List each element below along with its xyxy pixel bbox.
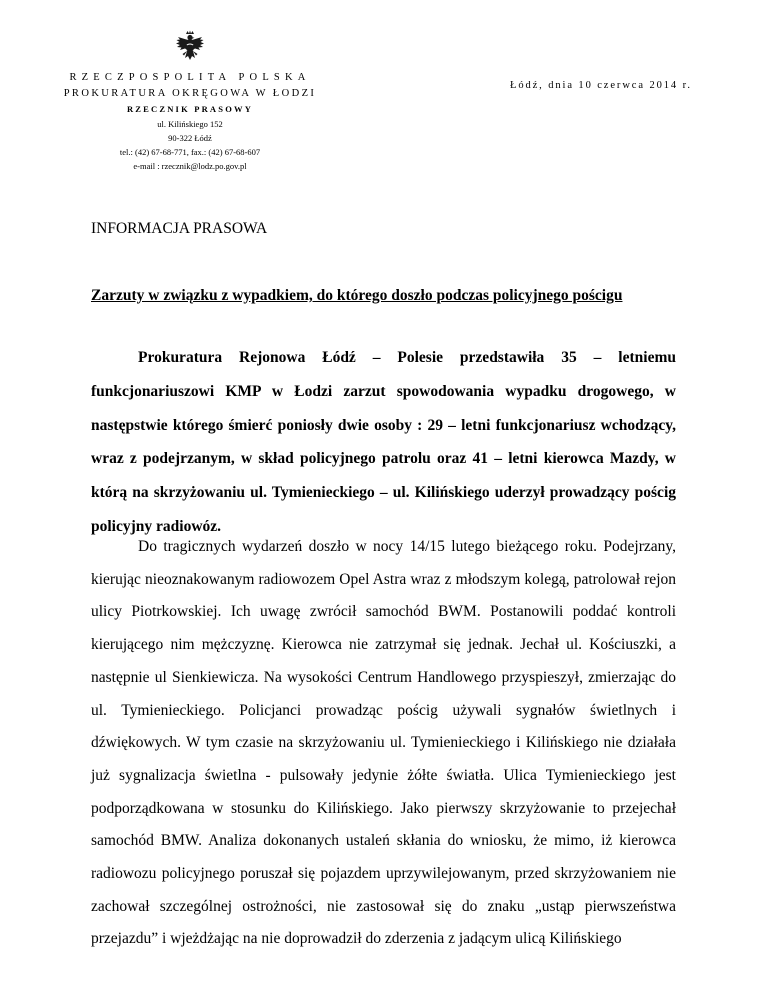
press-release-headline: Zarzuty w związku z wypadkiem, do którego doszło podczas policyjnego pościgu — [91, 287, 623, 304]
document-type-heading: INFORMACJA PRASOWA — [91, 220, 268, 237]
letterhead-phone-fax: tel.: (42) 67-68-771, fax.: (42) 67-68-607 — [119, 147, 261, 157]
letterhead-street: ul. Kilińskiego 152 — [157, 119, 223, 129]
letterhead-city: 90-322 Łódź — [168, 133, 212, 143]
letterhead — [40, 30, 340, 173]
body-paragraph: Do tragicznych wydarzeń doszło w nocy 14/15 lutego bieżącego roku. Podejrzany, kierując nieoznakowanym radiowozem Opel Astra wraz z młodszym kolegą, patrolował rejon ulicy Piotrkowskiej. Ich uwagę zwrócił samochód BWM. Postanowili poddać kontroli kierującego nim mężczyznę. Kierowca nie zatrzymał się jednak. Jechał ul. Kościuszki, a następnie ul Sienkiewicza. Na wysokości Centrum Handlowego przyspieszył, zmierzając do ul. Tymienieckiego. Policjanci prowadząc pościg używali sygnałów świetlnych i dźwiękowych. W tym czasie na skrzyżowaniu ul. Tymienieckiego i Kilińskiego nie działała już sygnalizacja świetlna - pulsowały jedynie żółte światła. Ulica Tymienieckiego jest podporządkowana w stosunku do Kilińskiego. Jako pierwszy skrzyżowanie to przejechał samochód BMW. Analiza dokonanych ustaleń skłania do wniosku, że mimo, iż kierowca radiowozu policyjnego poruszał się pojazdem uprzywilejowanym, przed skrzyżowaniem nie zachował szczególnej ostrożności, nie zastosował się do znaku „ustąp pierwszeństwa przejazdu” i wjeżdżając na nie doprowadził do zderzenia z jadącym ulicą Kilińskiego — [91, 538, 676, 948]
letterhead-office: PROKURATURA OKRĘGOWA W ŁODZI — [63, 88, 317, 99]
letterhead-department: RZECZNIK PRASOWY — [126, 104, 254, 114]
polish-eagle-emblem-icon — [175, 30, 205, 66]
letterhead-country: RZECZPOSPOLITA POLSKA — [69, 72, 311, 83]
letterhead-email: e-mail : rzecznik@lodz.po.gov.pl — [133, 161, 247, 171]
date-line: Łódź, dnia 10 czerwca 2014 r. — [510, 80, 692, 91]
lead-paragraph: Prokuratura Rejonowa Łódź – Polesie przedstawiła 35 – letniemu funkcjonariuszowi KMP w Łodzi zarzut spowodowania wypadku drogowego, w następstwie którego śmierć poniosły dwie osoby : 29 – letni funkcjonariusz wchodzący, wraz z podejrzanym, w skład policyjnego patrolu oraz 41 – letni kierowca Mazdy, w którą na skrzyżowaniu ul. Tymienieckiego – ul. Kilińskiego uderzył prowadzący pościg policyjny radiowóz. — [91, 349, 676, 535]
